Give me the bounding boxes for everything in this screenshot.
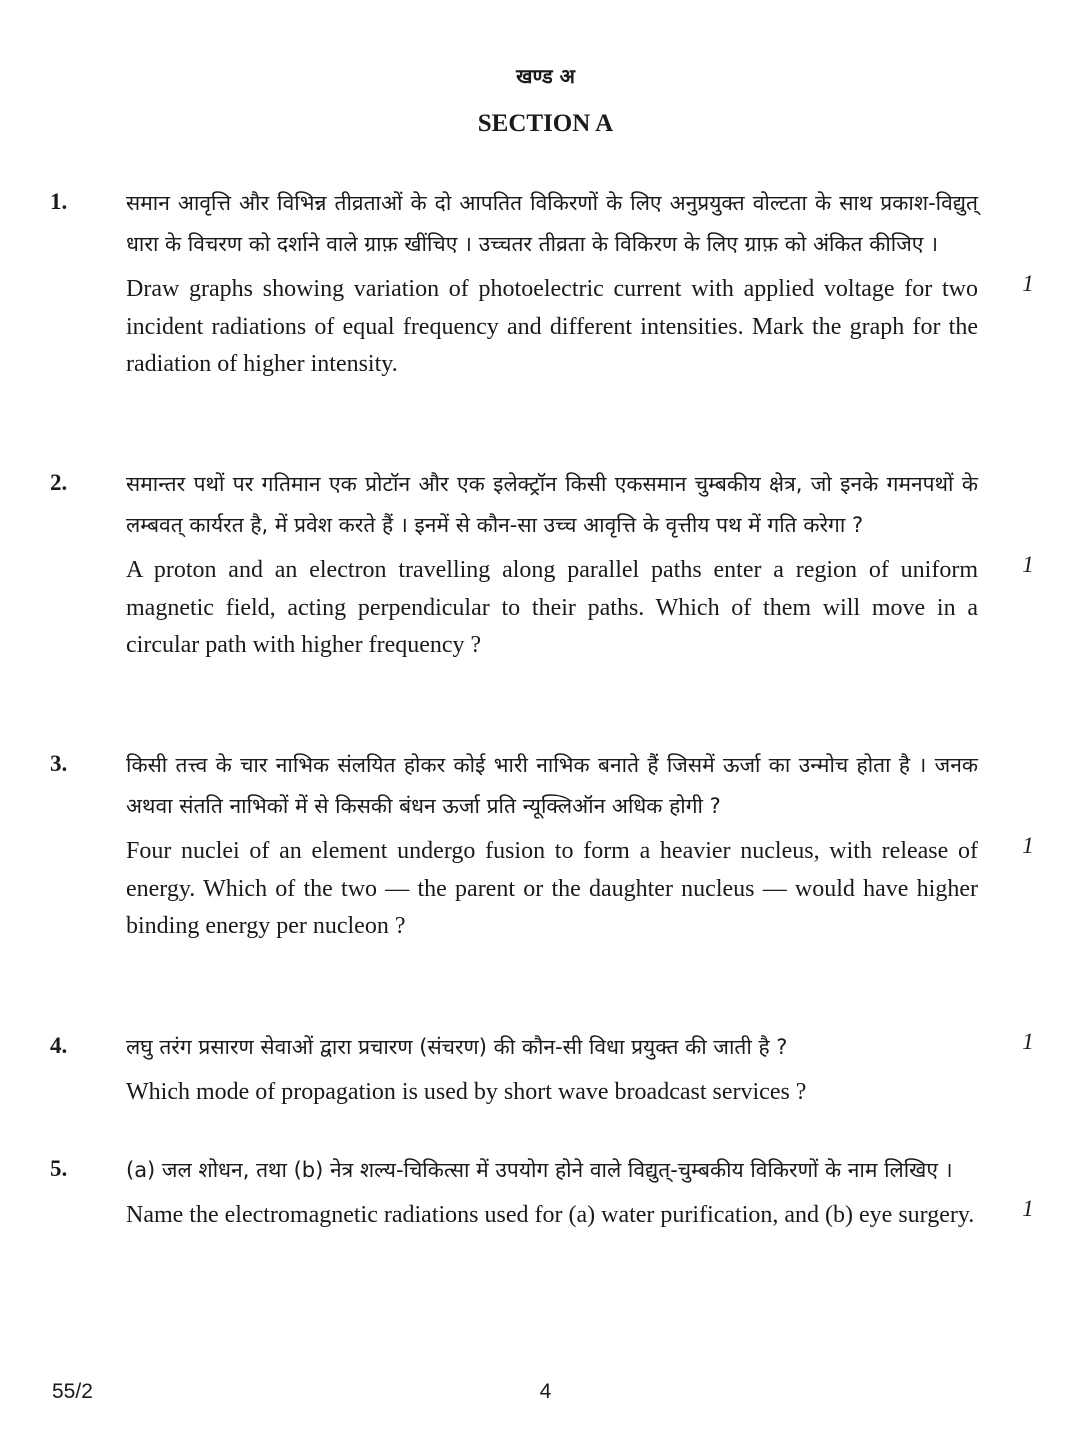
- question-text-hindi: समान आवृत्ति और विभिन्न तीव्रताओं के दो आपतित विकिरणों के लिए अनुप्रयुक्त वोल्टता के साथ प्रकाश-विद्युत् धारा के विचरण को दर्शाने वाले ग्राफ़ खींचिए । उच्चतर तीव्रता के विकिरण के लिए ग्राफ़ को अंकित कीजिए ।: [126, 191, 978, 256]
- section-title-english: SECTION A: [477, 110, 614, 137]
- question-text-english: Four nuclei of an element undergo fusion to form a heavier nucleus, with release of energy. Which of the two — the parent or the daughter nucleus — would have higher binding energy per nucleon ?: [126, 838, 978, 939]
- question-body: [126, 464, 978, 665]
- question-text-english: A proton and an electron travelling along parallel paths enter a region of uniform magnetic field, acting perpendicular to their paths. Which of them will move in a circular path with higher frequency ?: [126, 557, 978, 658]
- question-number: 3.: [50, 751, 68, 776]
- question-text-english: Draw graphs showing variation of photoelectric current with applied voltage for two incident radiations of equal frequency and different intensities. Mark the graph for the radiation of higher intensity.: [126, 276, 978, 377]
- question-marks: 1: [1022, 552, 1034, 577]
- section-title-hindi: खण्ड अ: [516, 64, 575, 88]
- question-body: [126, 183, 978, 384]
- question-text-hindi: किसी तत्त्व के चार नाभिक संलयित होकर कोई भारी नाभिक बनाते हैं जिसमें ऊर्जा का उन्मोच होता है । जनक अथवा संतति नाभिकों में से किसकी बंधन ऊर्जा प्रति न्यूक्लिऑन अधिक होगी ?: [126, 753, 978, 818]
- question-number: 4.: [50, 1033, 68, 1058]
- question-body: [126, 1027, 978, 1112]
- paper-code: 55/2: [52, 1380, 93, 1403]
- question-text-english: Name the electromagnetic radiations used for (a) water purification, and (b) eye surgery.: [126, 1202, 975, 1228]
- question-marks: 1: [1022, 1029, 1034, 1054]
- page-number: 4: [539, 1380, 552, 1403]
- question-body: [126, 745, 978, 946]
- question-marks: 1: [1022, 271, 1034, 296]
- question-body: [126, 1150, 978, 1235]
- question-marks: 1: [1022, 833, 1034, 858]
- question-number: 2.: [50, 470, 68, 495]
- question-text-hindi: समान्तर पथों पर गतिमान एक प्रोटॉन और एक इलेक्ट्रॉन किसी एकसमान चुम्बकीय क्षेत्र, जो इनके गमनपथों के लम्बवत् कार्यरत है, में प्रवेश करते हैं । इनमें से कौन-सा उच्च आवृत्ति के वृत्तीय पथ में गति करेगा ?: [126, 472, 978, 537]
- question-text-hindi: (a) जल शोधन, तथा (b) नेत्र शल्य-चिकित्सा में उपयोग होने वाले विद्युत्-चुम्बकीय विकिरणों के नाम लिखिए ।: [126, 1158, 953, 1182]
- question-number: 5.: [50, 1156, 68, 1181]
- question-text-english: Which mode of propagation is used by short wave broadcast services ?: [126, 1079, 807, 1105]
- question-number: 1.: [50, 189, 68, 214]
- question-marks: 1: [1022, 1196, 1034, 1221]
- question-text-hindi: लघु तरंग प्रसारण सेवाओं द्वारा प्रचारण (संचरण) की कौन-सी विधा प्रयुक्त की जाती है ?: [126, 1035, 788, 1059]
